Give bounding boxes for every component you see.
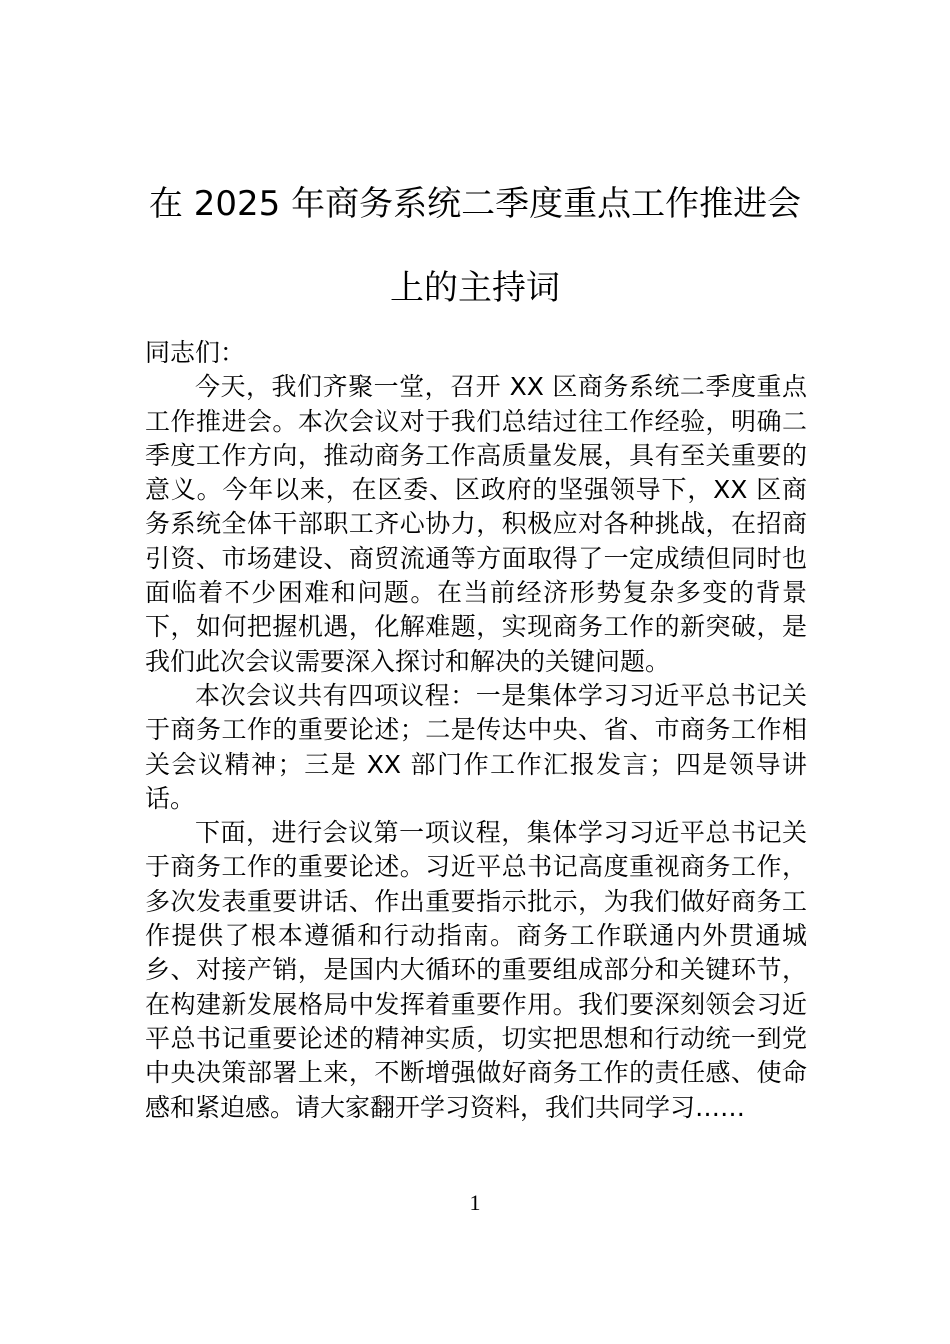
page-number: 1 [469,1190,481,1215]
document-title [140,162,810,330]
salutation: 同志们： [145,338,246,367]
paragraph-first-item: 下面，进行会议第一项议程，集体学习习近平总书记关于商务工作的重要论述。习近平总书记高度重视商务工作，多次发表重要讲话、作出重要指示批示，为我们做好商务工作提供了根本遵循和行动指南。商务工作联通内外贯通城乡、对接产销，是国内大循环的重要组成部分和关键环节，在构建新发展格局中发挥着重要作用。我们要深刻领会习近平总书记重要论述的精神实质，切实把思想和行动统一到党中央决策部署上来，不断增强做好商务工作的责任感、使命感和紧迫感。请大家翻开学习资料，我们共同学习…… [145,818,807,1122]
document-body [145,336,807,1125]
title-line-1: 在 2025 年商务系统二季度重点工作推进会 [148,184,802,224]
paragraph-agenda: 本次会议共有四项议程：一是集体学习习近平总书记关于商务工作的重要论述；二是传达中央、省、市商务工作相关会议精神；三是 XX 部门作工作汇报发言；四是领导讲话。 [145,680,807,813]
title-line-2: 上的主持词 [390,268,560,308]
paragraph-opening: 今天，我们齐聚一堂，召开 XX 区商务系统二季度重点工作推进会。本次会议对于我们总结过往工作经验，明确二季度工作方向，推动商务工作高质量发展，具有至关重要的意义。今年以来，在区委、区政府的坚强领导下，XX 区商务系统全体干部职工齐心协力，积极应对各种挑战，在招商引资、市场建设、商贸流通等方面取得了一定成绩但同时也面临着不少困难和问题。在当前经济形势复杂多变的背景下，如何把握机遇，化解难题，实现商务工作的新突破，是我们此次会议需要深入探讨和解决的关键问题。 [145,372,807,676]
